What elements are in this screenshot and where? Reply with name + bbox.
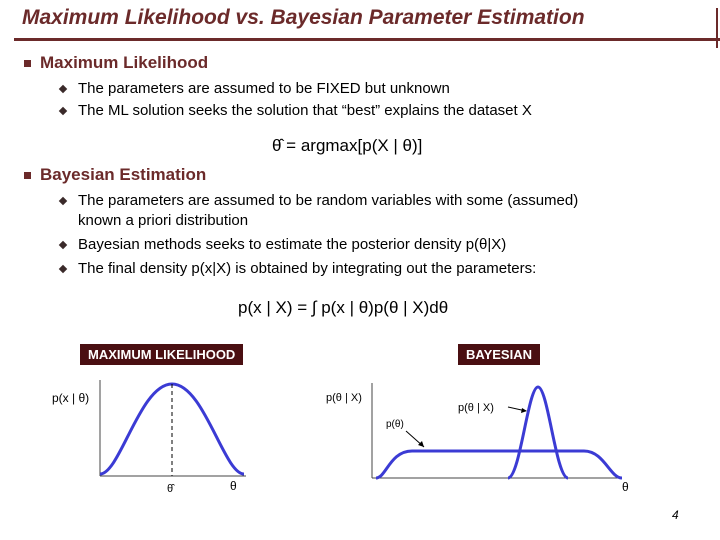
page-number: 4 [672, 508, 679, 522]
ml-axis-label: θ [230, 479, 237, 493]
bayes-section-heading: Bayesian Estimation [40, 165, 207, 184]
posterior-arrowhead-icon [521, 408, 527, 413]
ml-bullet-2: The ML solution seeks the solution that “best” explains the dataset X [78, 102, 532, 119]
ml-theta-hat-label: θ̂ [167, 483, 174, 495]
bullet-diamond-icon [59, 241, 67, 249]
ml-figure [50, 370, 260, 495]
ml-section-heading: Maximum Likelihood [40, 53, 209, 72]
bullet-diamond-icon [59, 85, 67, 93]
ml-equation: θ̂ = argmax[p(X | θ)] [272, 136, 423, 155]
title-rule [14, 38, 720, 41]
bayes-bullet-1-cont: known a priori distribution [78, 212, 249, 229]
bayes-ylabel: p(θ | X) [326, 392, 362, 404]
bayes-posterior-label: p(θ | X) [458, 402, 494, 414]
ml-section-square-icon [24, 60, 31, 67]
ml-bullet-1: The parameters are assumed to be FIXED but unknown [78, 80, 450, 97]
bayes-bullet-2: Bayesian methods seeks to estimate the posterior density p(θ|X) [78, 236, 507, 253]
bayes-bullet-1: The parameters are assumed to be random variables with some (assumed) [78, 192, 579, 209]
bayes-prior-curve [376, 451, 622, 478]
bayes-section-square-icon [24, 172, 31, 179]
bullet-diamond-icon [59, 265, 67, 273]
bayes-prior-label: p(θ) [386, 419, 404, 430]
bayes-figure-label: BAYESIAN [458, 344, 540, 365]
ml-figure-label: MAXIMUM LIKELIHOOD [80, 344, 243, 365]
bayes-figure [320, 375, 640, 497]
bayes-equation: p(x | X) = ∫ p(x | θ)p(θ | X)dθ [238, 298, 449, 317]
bayes-bullet-3: The final density p(x|X) is obtained by integrating out the parameters: [78, 260, 537, 277]
bayes-axis-label: θ [622, 480, 629, 494]
ml-ylabel: p(x | θ) [52, 391, 90, 405]
bullet-diamond-icon [59, 107, 67, 115]
bayes-posterior-curve [508, 387, 568, 478]
bullet-diamond-icon [59, 197, 67, 205]
side-rule [716, 8, 718, 48]
slide-title: Maximum Likelihood vs. Bayesian Parameter Estimation [22, 6, 585, 29]
